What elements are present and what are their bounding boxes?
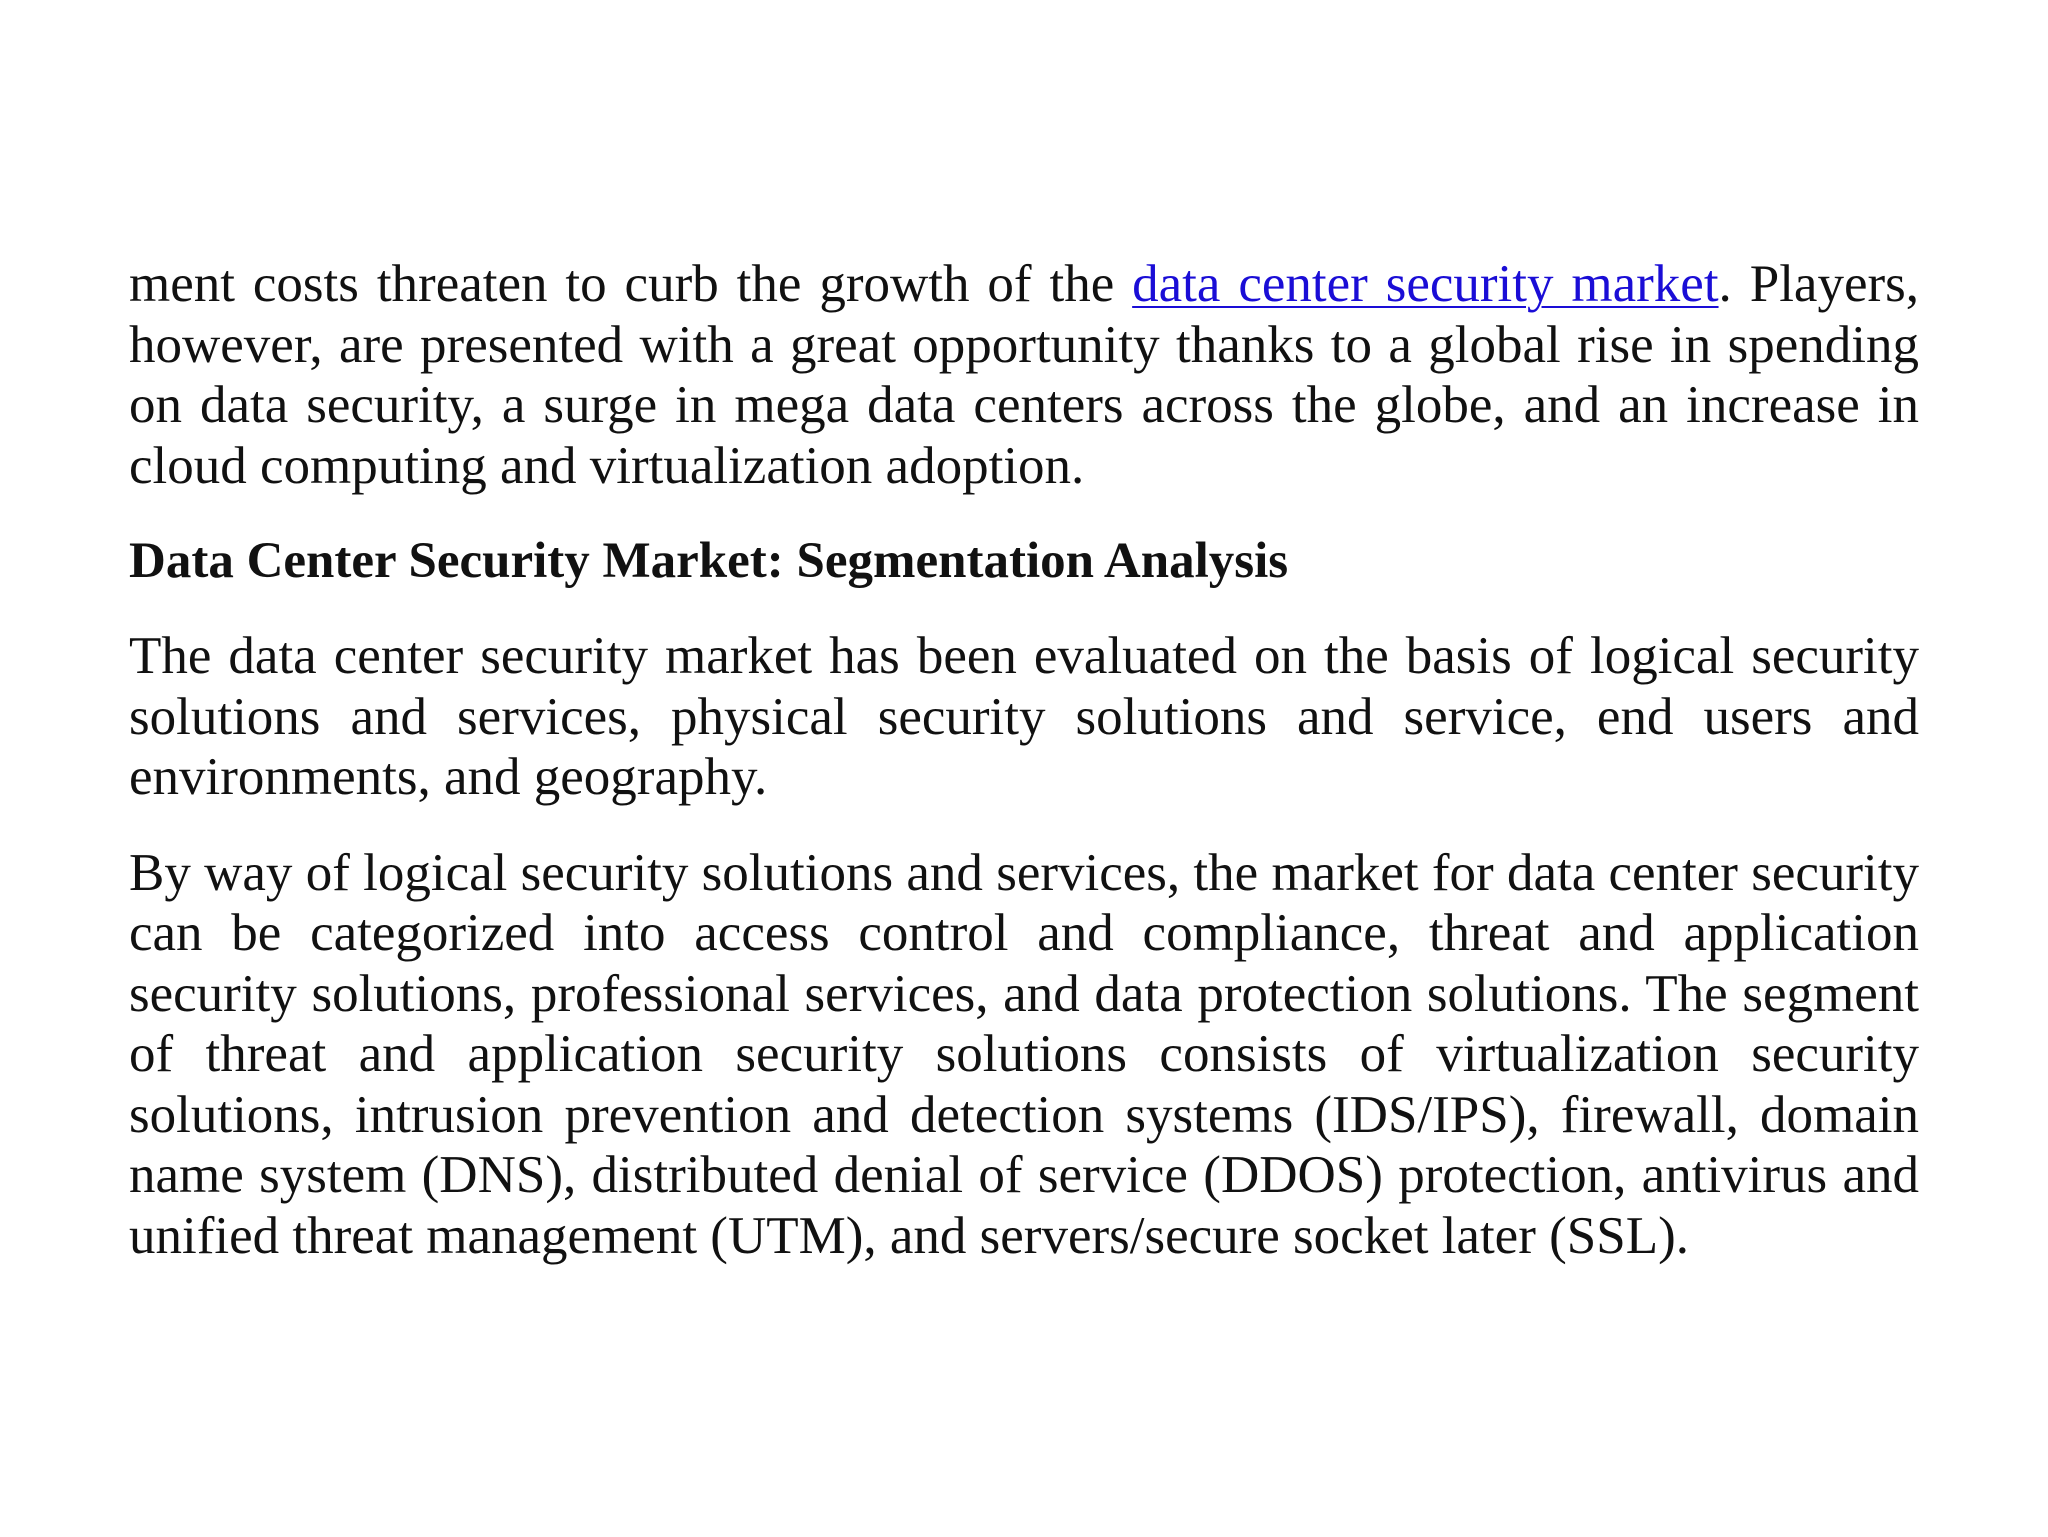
document-body	[129, 254, 1919, 1266]
intro-paragraph	[129, 254, 1919, 496]
segmentation-paragraph: The data center security market has been evaluated on the basis of logical security solutions and services, physical security solutions and service, end users and environments, and geography.	[129, 627, 1919, 806]
logical-security-paragraph: By way of logical security solutions and services, the market for data center security can be categorized into access control and compliance, threat and application security solutions, professional services, and data protection solutions. The segment of threat and application security solutions consists of virtualization security solutions, intrusion prevention and detection systems (IDS/IPS), firewall, domain name system (DNS), distributed denial of service (DDOS) protection, antivirus and unified threat management (UTM), and servers/secure socket later (SSL).	[129, 843, 1919, 1265]
market-link[interactable]: data center security market	[1132, 255, 1719, 313]
section-heading: Data Center Security Market: Segmentation Analysis	[129, 533, 1289, 589]
intro-text-after-link: . Players, however, are presented with a great opportunity thanks to a global rise in spending on data security, a surge in mega data centers across the globe, and an increase in cloud computing and virtualization adoption.	[129, 255, 1919, 495]
intro-text-before-link: ment costs threaten to curb the growth of the	[129, 255, 1133, 313]
